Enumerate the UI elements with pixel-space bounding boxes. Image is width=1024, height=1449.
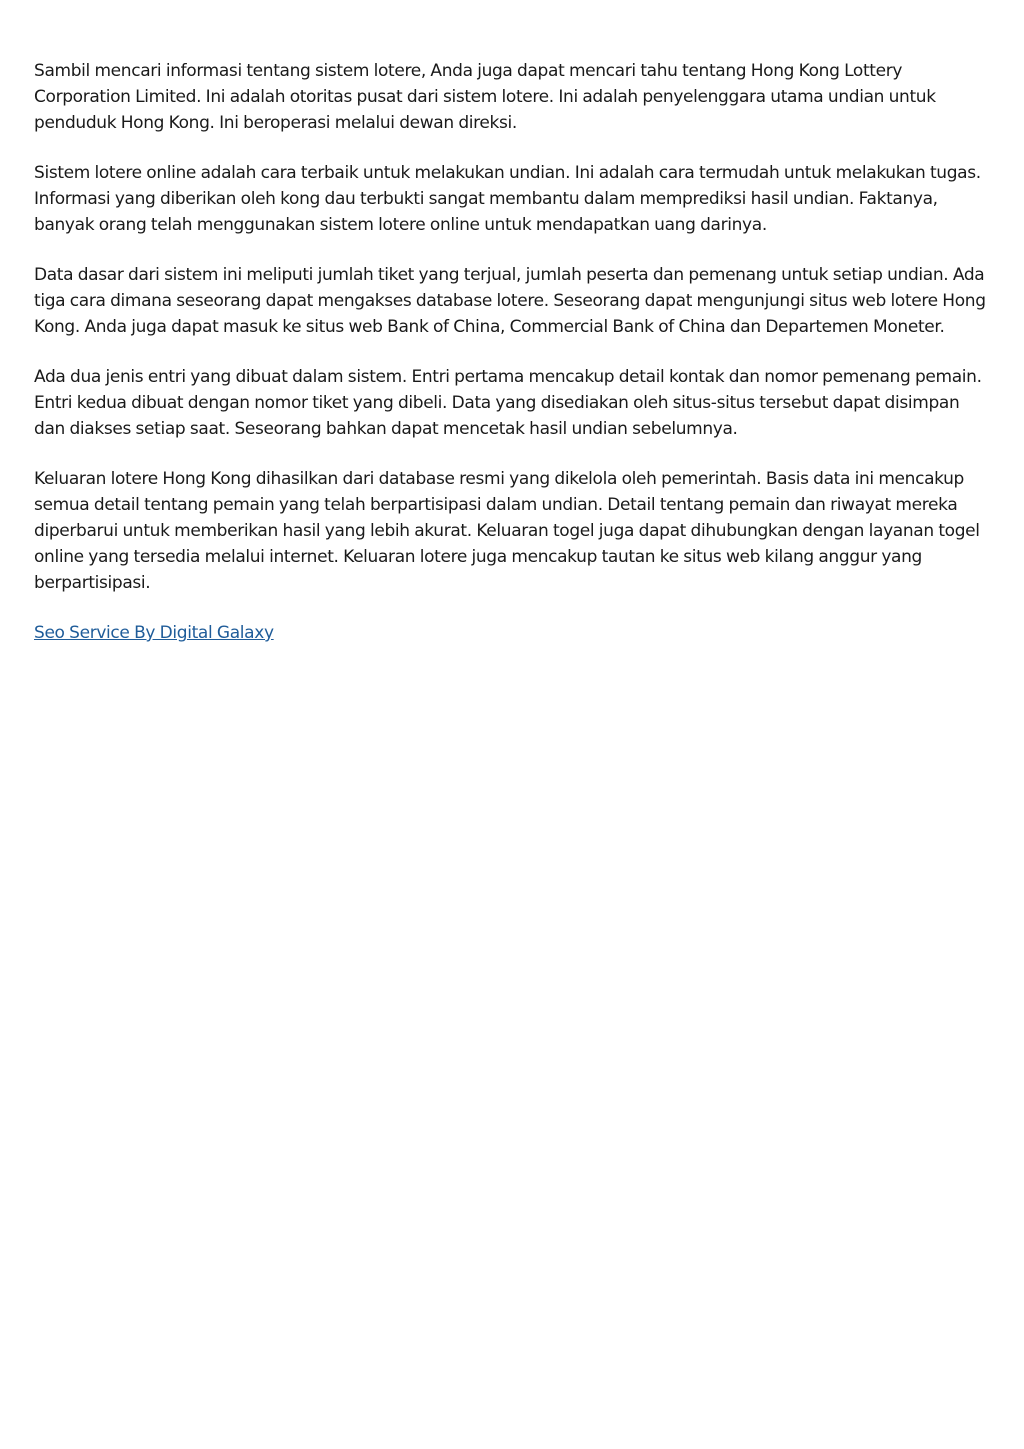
paragraph-basic-data: Data dasar dari sistem ini meliputi jumlah tiket yang terjual, jumlah peserta dan pemenang untuk setiap undian. Ada tiga cara dimana seseorang dapat mengakses database lotere. Seseorang dapat mengunjungi situs web lotere Hong Kong. Anda juga dapat masuk ke situs web Bank of China, Commercial Bank of China dan Departemen Moneter.	[34, 265, 986, 337]
document-body	[34, 58, 994, 646]
seo-service-link[interactable]: Seo Service By Digital Galaxy	[34, 623, 274, 643]
paragraph-entry-types: Ada dua jenis entri yang dibuat dalam sistem. Entri pertama mencakup detail kontak dan nomor pemenang pemain. Entri kedua dibuat dengan nomor tiket yang dibeli. Data yang disediakan oleh situs-situs tersebut dapat disimpan dan diakses setiap saat. Seseorang bahkan dapat mencetak hasil undian sebelumnya.	[34, 367, 982, 439]
paragraph-hong-kong-lottery-corporation: Sambil mencari informasi tentang sistem lotere, Anda juga dapat mencari tahu tentang Hong Kong Lottery Corporation Limited. Ini adalah otoritas pusat dari sistem lotere. Ini adalah penyelenggara utama undian untuk penduduk Hong Kong. Ini beroperasi melalui dewan direksi.	[34, 61, 936, 133]
paragraph-online-lottery-system: Sistem lotere online adalah cara terbaik untuk melakukan undian. Ini adalah cara termudah untuk melakukan tugas. Informasi yang diberikan oleh kong dau terbukti sangat membantu dalam memprediksi hasil undian. Faktanya, banyak orang telah menggunakan sistem lotere online untuk mendapatkan uang darinya.	[34, 163, 981, 235]
paragraph-lottery-output: Keluaran lotere Hong Kong dihasilkan dari database resmi yang dikelola oleh pemerintah. Basis data ini mencakup semua detail tentang pemain yang telah berpartisipasi dalam undian. Detail tentang pemain dan riwayat mereka diperbarui untuk memberikan hasil yang lebih akurat. Keluaran togel juga dapat dihubungkan dengan layanan togel online yang tersedia melalui internet. Keluaran lotere juga mencakup tautan ke situs web kilang anggur yang berpartisipasi.	[34, 469, 980, 593]
